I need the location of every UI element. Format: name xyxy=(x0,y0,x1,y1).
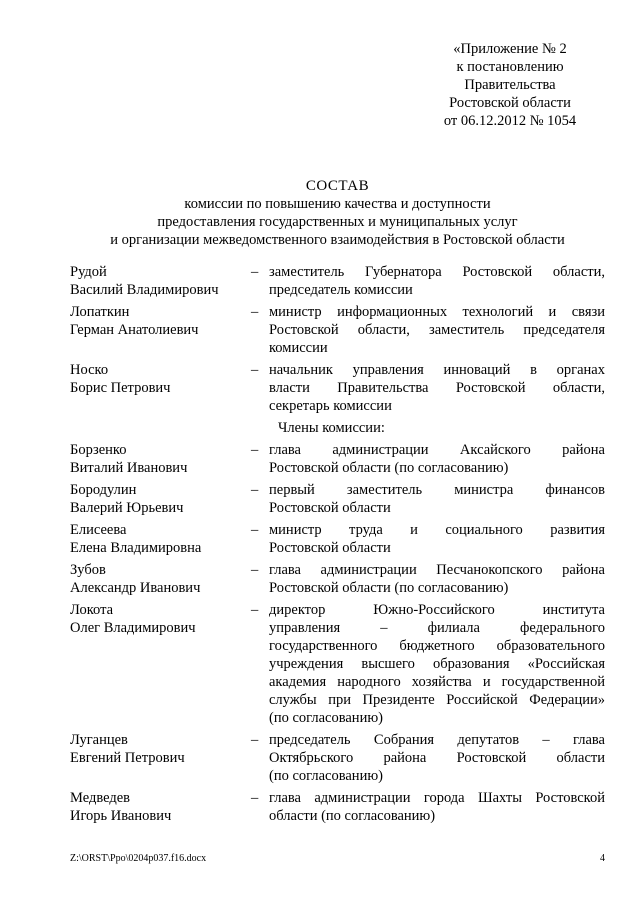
subtitle-line: и организации межведомственного взаимодействия в Ростовской области xyxy=(110,232,565,248)
appendix-line: Правительства xyxy=(464,77,556,93)
member-dash: – xyxy=(251,482,259,498)
appendix-line: от 06.12.2012 № 1054 xyxy=(443,113,577,129)
appendix-line: «Приложение № 2 xyxy=(453,41,567,57)
appendix-line: Ростовской области xyxy=(449,95,571,111)
member-dash: – xyxy=(251,442,259,458)
member-given-name: Александр Иванович xyxy=(70,580,201,596)
members-heading: Члены комиссии: xyxy=(278,420,385,436)
member-name xyxy=(70,789,251,825)
member-name xyxy=(70,361,251,415)
member-surname: Локота xyxy=(70,602,114,618)
member-name xyxy=(70,481,251,517)
member-surname: Зубов xyxy=(70,562,106,578)
member-name xyxy=(70,263,251,299)
appendix-header xyxy=(400,40,620,130)
member-given-name: Евгений Петрович xyxy=(70,750,185,766)
member-given-name: Борис Петрович xyxy=(70,380,171,396)
member-row xyxy=(70,601,605,727)
member-role xyxy=(269,361,605,415)
member-role xyxy=(269,481,605,517)
member-row xyxy=(70,521,605,557)
document-title: СОСТАВ xyxy=(305,178,370,194)
role-line: (по согласованию) xyxy=(269,768,383,784)
role-line: председатель Собрания депутатов – глава xyxy=(269,732,605,748)
member-name xyxy=(70,561,251,597)
member-given-name: Олег Владимирович xyxy=(70,620,196,636)
member-role xyxy=(269,731,605,785)
role-line: начальник управления инноваций в органах xyxy=(269,362,605,378)
appendix-line: к постановлению xyxy=(456,59,564,75)
member-row xyxy=(70,263,605,299)
member-row xyxy=(70,361,605,415)
member-dash: – xyxy=(251,304,259,320)
role-line: министр труда и социального развития xyxy=(269,522,605,538)
role-line: Ростовской области (по согласованию) xyxy=(269,460,509,476)
member-name xyxy=(70,441,251,477)
member-name xyxy=(70,731,251,785)
member-role xyxy=(269,441,605,477)
member-row xyxy=(70,789,605,825)
document-title-block xyxy=(70,177,605,249)
member-row xyxy=(70,441,605,477)
member-name xyxy=(70,303,251,357)
member-row xyxy=(70,561,605,597)
member-given-name: Виталий Иванович xyxy=(70,460,188,476)
member-dash: – xyxy=(251,732,259,748)
member-surname: Борзенко xyxy=(70,442,127,458)
role-line: академия народного хозяйства и государственной xyxy=(269,674,605,690)
role-line: директор Южно-Российского института xyxy=(269,602,605,618)
role-line: секретарь комиссии xyxy=(269,398,392,414)
member-given-name: Валерий Юрьевич xyxy=(70,500,184,516)
role-line: глава администрации Песчанокопского района xyxy=(269,562,605,578)
role-line: Октябрьского района Ростовской области xyxy=(269,750,605,766)
member-surname: Носко xyxy=(70,362,109,378)
member-dash: – xyxy=(251,264,259,280)
role-line: глава администрации города Шахты Ростовской xyxy=(269,790,605,806)
role-line: заместитель Губернатора Ростовской области, xyxy=(269,264,605,280)
role-line: управления – филиала федерального xyxy=(269,620,605,636)
role-line: учреждения высшего образования «Российская xyxy=(269,656,605,672)
page-footer xyxy=(70,853,605,865)
role-line: комиссии xyxy=(269,340,328,356)
role-line: (по согласованию) xyxy=(269,710,383,726)
member-surname: Медведев xyxy=(70,790,130,806)
member-dash: – xyxy=(251,602,259,618)
role-line: первый заместитель министра финансов xyxy=(269,482,605,498)
member-surname: Луганцев xyxy=(70,732,128,748)
member-surname: Рудой xyxy=(70,264,107,280)
role-line: службы при Президенте Российской Федерации» xyxy=(269,692,605,708)
role-line: глава администрации Аксайского района xyxy=(269,442,605,458)
page-number: 4 xyxy=(600,853,605,864)
member-given-name: Герман Анатолиевич xyxy=(70,322,199,338)
member-name xyxy=(70,521,251,557)
role-line: министр информационных технологий и связи xyxy=(269,304,605,320)
subtitle-line: комиссии по повышению качества и доступности xyxy=(184,196,491,212)
member-role xyxy=(269,789,605,825)
member-role xyxy=(269,263,605,299)
commission-list xyxy=(70,263,605,829)
role-line: власти Правительства Ростовской области, xyxy=(269,380,605,396)
member-surname: Елисеева xyxy=(70,522,127,538)
role-line: Ростовской области, заместитель председателя xyxy=(269,322,605,338)
role-line: государственного бюджетного образовательного xyxy=(269,638,605,654)
member-dash: – xyxy=(251,362,259,378)
subtitle-line: предоставления государственных и муниципальных услуг xyxy=(157,214,518,230)
member-given-name: Игорь Иванович xyxy=(70,808,172,824)
member-role xyxy=(269,521,605,557)
member-role xyxy=(269,601,605,727)
role-line: Ростовской области xyxy=(269,540,391,556)
member-row xyxy=(70,481,605,517)
member-role xyxy=(269,303,605,357)
member-role xyxy=(269,561,605,597)
member-given-name: Василий Владимирович xyxy=(70,282,219,298)
member-surname: Бородулин xyxy=(70,482,137,498)
role-line: области (по согласованию) xyxy=(269,808,436,824)
file-path: Z:\ORST\Ppo\0204p037.f16.docx xyxy=(70,853,207,864)
member-dash: – xyxy=(251,790,259,806)
member-surname: Лопаткин xyxy=(70,304,130,320)
member-row xyxy=(70,731,605,785)
role-line: Ростовской области xyxy=(269,500,391,516)
member-dash: – xyxy=(251,562,259,578)
member-name xyxy=(70,601,251,727)
document-subtitle xyxy=(70,195,605,249)
member-given-name: Елена Владимировна xyxy=(70,540,202,556)
role-line: Ростовской области (по согласованию) xyxy=(269,580,509,596)
member-dash: – xyxy=(251,522,259,538)
member-row xyxy=(70,303,605,357)
role-line: председатель комиссии xyxy=(269,282,413,298)
